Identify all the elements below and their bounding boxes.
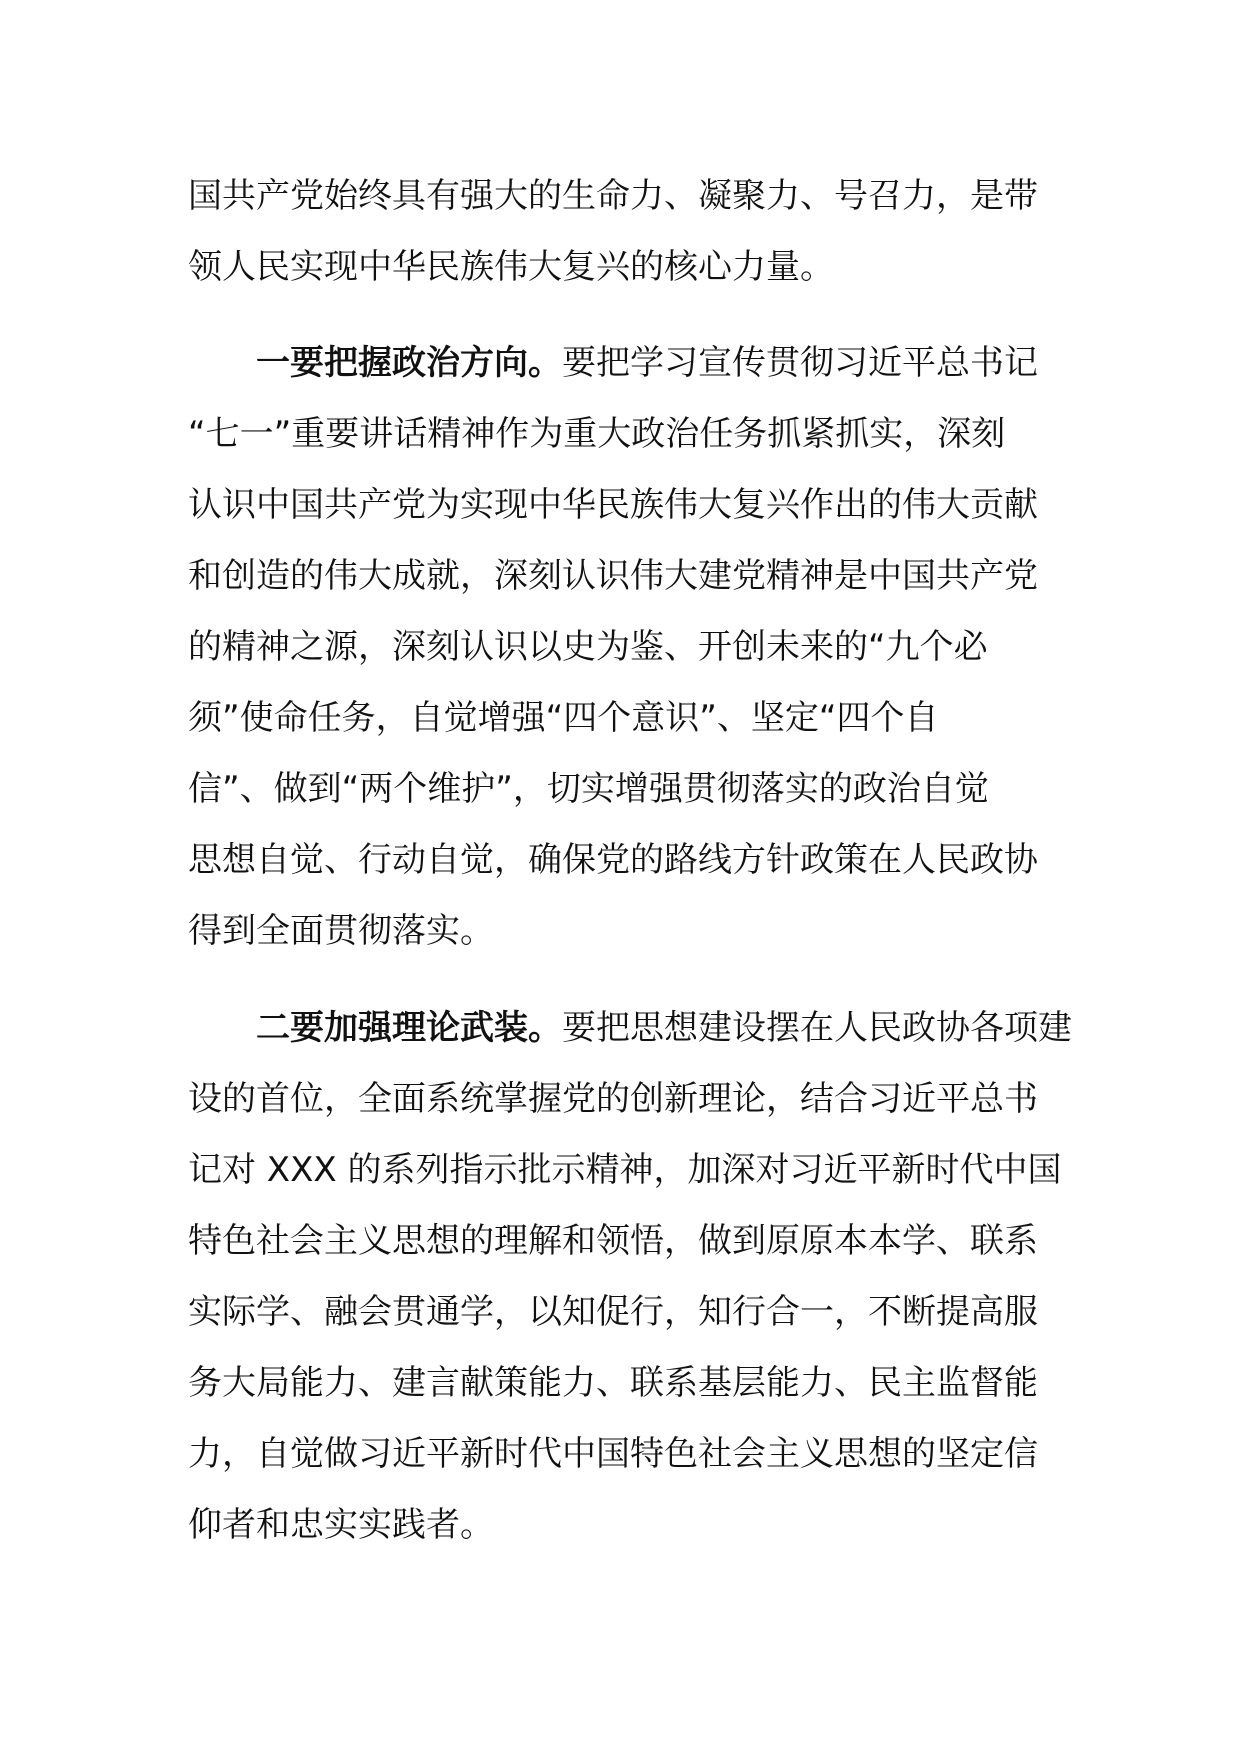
text-line: 领人民实现中华民族伟大复兴的核心力量。 — [188, 247, 834, 287]
paragraph-political-direction — [188, 328, 1058, 967]
text-line: 力，自觉做习近平新时代中国特色社会主义思想的坚定信 — [188, 1434, 1038, 1474]
paragraph-heading: 一要把握政治方向。 — [256, 343, 562, 383]
text-line: 得到全面贯彻落实。 — [188, 911, 494, 951]
text-line: 思想自觉、行动自觉，确保党的路线方针政策在人民政协 — [188, 840, 1038, 880]
text-line: 务大局能力、建言献策能力、联系基层能力、民主监督能 — [188, 1363, 1038, 1403]
text-line: 和创造的伟大成就，深刻认识伟大建党精神是中国共产党 — [188, 556, 1038, 596]
text-line: 信”、做到“两个维护”，切实增强贯彻落实的政治自觉 — [188, 769, 989, 809]
text-line: 特色社会主义思想的理解和领悟，做到原原本本学、联系 — [188, 1221, 1038, 1261]
text-line: 设的首位，全面系统掌握党的创新理论，结合习近平总书 — [188, 1079, 1038, 1119]
text-fragment: 要把学习宣传贯彻习近平总书记 — [562, 343, 1038, 383]
text-fragment: 要把思想建设摆在人民政协各项建 — [562, 1008, 1072, 1048]
text-line-first — [188, 328, 1058, 399]
text-line: 须”使命任务，自觉增强“四个意识”、坚定“四个自 — [188, 698, 939, 738]
text-line: 国共产党始终具有强大的生命力、凝聚力、号召力，是带 — [188, 176, 1038, 216]
text-line: 认识中国共产党为实现中华民族伟大复兴作出的伟大贡献 — [188, 485, 1038, 525]
paragraph-intro — [188, 161, 1058, 303]
paragraph-theory-armament — [188, 993, 1072, 1561]
text-line: 的精神之源，深刻认识以史为鉴、开创未来的“九个必 — [188, 627, 988, 667]
text-line-first — [188, 993, 1072, 1064]
text-line: 仰者和忠实实践者。 — [188, 1505, 494, 1545]
text-line: 实际学、融会贯通学，以知促行，知行合一，不断提高服 — [188, 1292, 1038, 1332]
text-line: “七一”重要讲话精神作为重大政治任务抓紧抓实，深刻 — [188, 414, 1006, 454]
paragraph-heading: 二要加强理论武装。 — [256, 1008, 562, 1048]
text-line: 记对 XXX 的系列指示批示精神，加深对习近平新时代中国 — [188, 1150, 1062, 1190]
